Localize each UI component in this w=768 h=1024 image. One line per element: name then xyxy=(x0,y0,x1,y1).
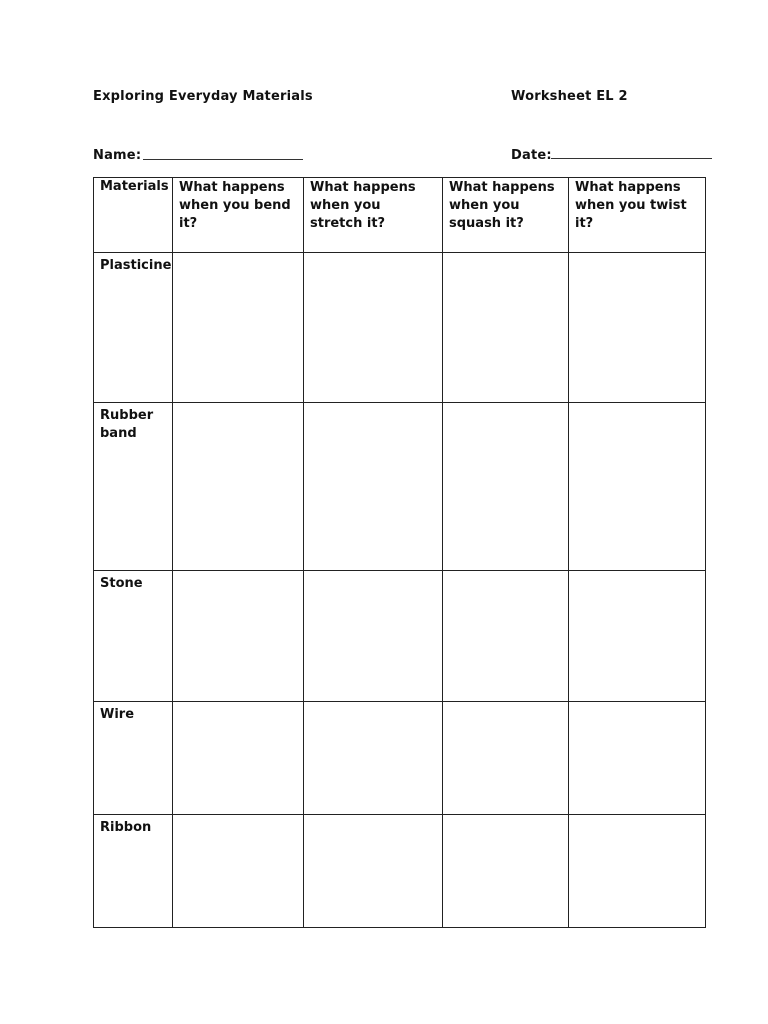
answer-cell[interactable] xyxy=(173,571,304,702)
answer-cell[interactable] xyxy=(569,253,706,403)
column-header-bend: What happens when you bend it? xyxy=(173,178,304,253)
row-label-stone: Stone xyxy=(94,571,173,702)
answer-cell[interactable] xyxy=(569,571,706,702)
answer-cell[interactable] xyxy=(173,702,304,815)
date-field-line[interactable] xyxy=(551,158,712,159)
name-field-line[interactable] xyxy=(143,159,303,160)
table-row xyxy=(94,571,706,702)
row-label-wire: Wire xyxy=(94,702,173,815)
answer-cell[interactable] xyxy=(443,403,569,571)
column-header-materials: Materials xyxy=(94,178,173,253)
column-header-stretch: What happens when you stretch it? xyxy=(304,178,443,253)
column-header-squash: What happens when you squash it? xyxy=(443,178,569,253)
name-label: Name: xyxy=(93,148,142,163)
worksheet-title: Exploring Everyday Materials xyxy=(93,89,313,104)
answer-cell[interactable] xyxy=(304,403,443,571)
answer-cell[interactable] xyxy=(569,702,706,815)
row-label-ribbon: Ribbon xyxy=(94,815,173,928)
answer-cell[interactable] xyxy=(304,815,443,928)
answer-cell[interactable] xyxy=(304,571,443,702)
answer-cell[interactable] xyxy=(443,702,569,815)
table-header-row xyxy=(94,178,706,253)
row-label-plasticine: Plasticine xyxy=(94,253,173,403)
date-label: Date: xyxy=(511,148,552,163)
table-row xyxy=(94,253,706,403)
table-row xyxy=(94,403,706,571)
answer-cell[interactable] xyxy=(304,702,443,815)
answer-cell[interactable] xyxy=(443,815,569,928)
row-label-rubber-band: Rubber band xyxy=(94,403,173,571)
table-row xyxy=(94,702,706,815)
answer-cell[interactable] xyxy=(304,253,443,403)
answer-cell[interactable] xyxy=(173,815,304,928)
answer-cell[interactable] xyxy=(443,253,569,403)
answer-cell[interactable] xyxy=(443,571,569,702)
column-header-twist: What happens when you twist it? xyxy=(569,178,706,253)
answer-cell[interactable] xyxy=(173,253,304,403)
answer-cell[interactable] xyxy=(569,815,706,928)
answer-cell[interactable] xyxy=(569,403,706,571)
answer-cell[interactable] xyxy=(173,403,304,571)
worksheet-id: Worksheet EL 2 xyxy=(511,89,628,104)
table-row xyxy=(94,815,706,928)
materials-table xyxy=(93,177,706,928)
